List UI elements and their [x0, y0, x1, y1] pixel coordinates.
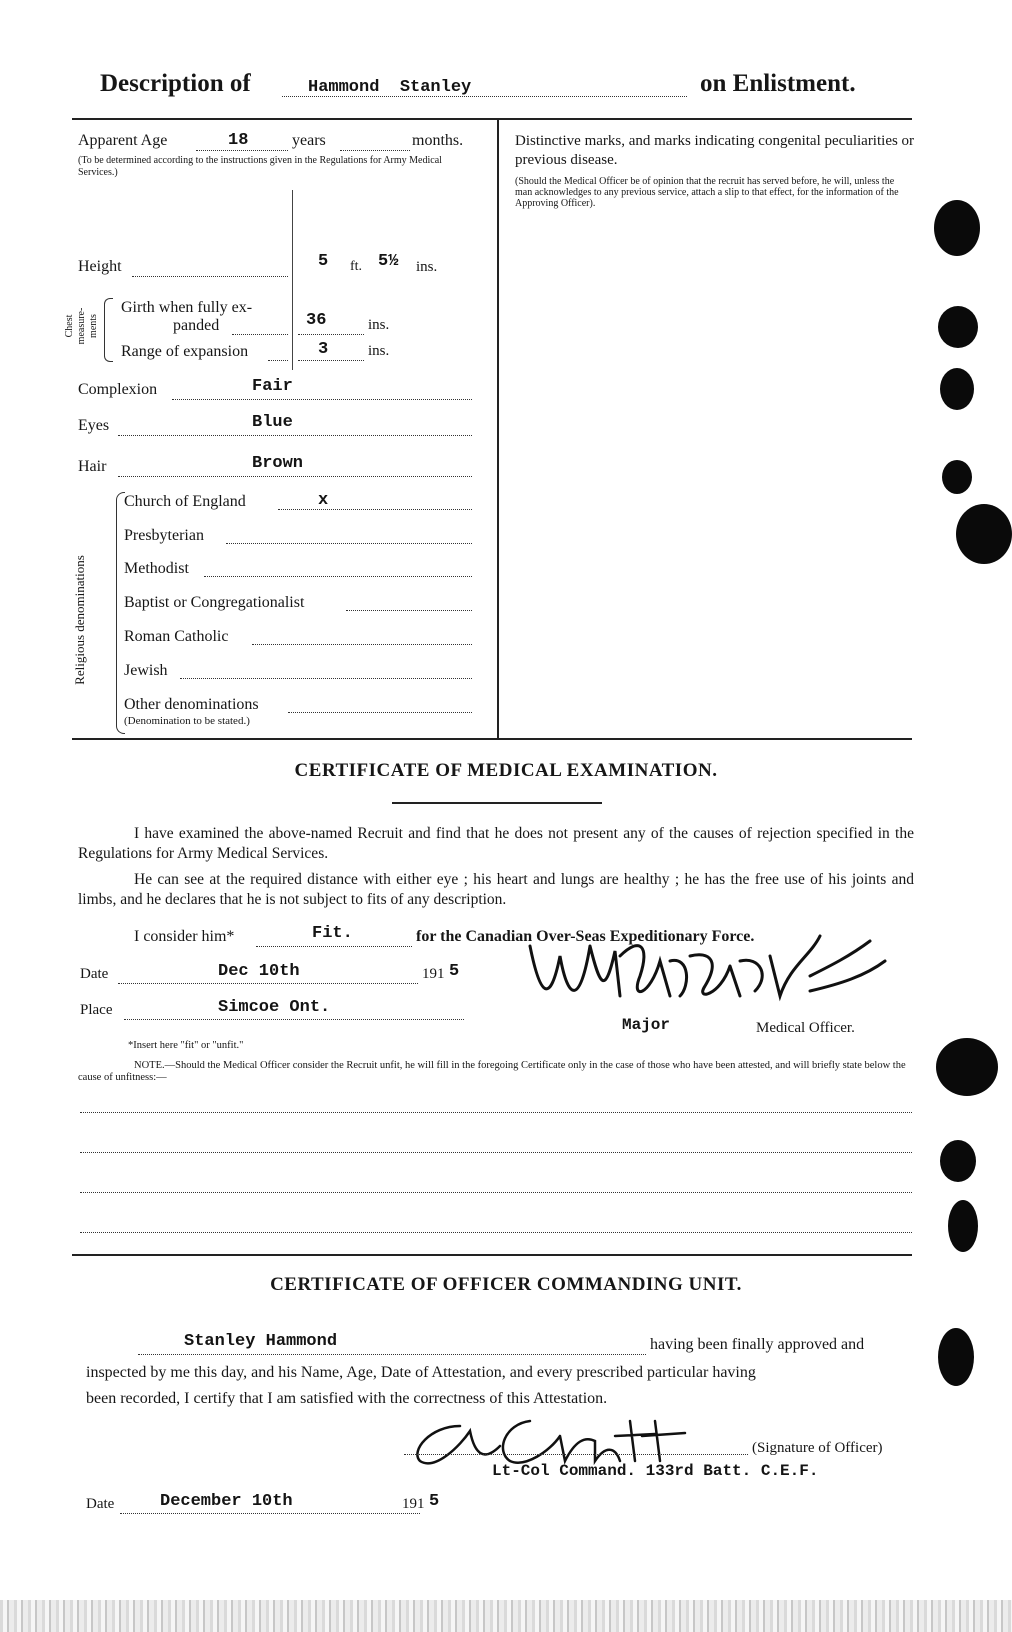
age-years-value: 18 — [228, 131, 249, 150]
religion-mark: x — [318, 491, 329, 510]
fit-line — [256, 946, 412, 947]
header-prefix: Description of — [100, 70, 251, 97]
expansion-value-line — [298, 360, 364, 361]
medical-place-label: Place — [80, 1002, 113, 1018]
religion-label: Jewish — [124, 662, 168, 679]
consider-suffix: for the Canadian Over-Seas Expeditionary Force. — [416, 928, 755, 945]
description-fields — [0, 0, 500, 740]
height-inches-value: 5½ — [378, 252, 399, 271]
medical-year-prefix: 191 — [422, 966, 445, 982]
religion-row — [124, 662, 474, 682]
expansion-label: Range of expansion — [121, 343, 249, 360]
signature-of-officer-label: (Signature of Officer) — [752, 1440, 883, 1456]
girth-value-line — [298, 334, 364, 335]
recruit-name: Hammond Stanley — [308, 78, 472, 97]
religion-row — [124, 560, 474, 580]
complexion-label: Complexion — [78, 381, 158, 398]
unfitness-line — [80, 1232, 912, 1233]
religion-row — [124, 628, 474, 648]
medical-date-line — [118, 983, 418, 984]
commanding-sig-line — [404, 1454, 748, 1455]
commanding-title: CERTIFICATE OF OFFICER COMMANDING UNIT. — [270, 1274, 742, 1295]
height-line — [132, 276, 288, 277]
complexion-line — [172, 399, 472, 400]
unfitness-line — [80, 1152, 912, 1153]
ins-word-expansion: ins. — [368, 343, 390, 359]
expansion-line — [268, 360, 288, 361]
unfitness-line — [80, 1112, 912, 1113]
religion-row — [124, 493, 474, 513]
header-suffix: on Enlistment. — [700, 70, 856, 97]
commanding-certificate — [0, 1256, 1012, 1536]
eyes-value: Blue — [252, 413, 293, 432]
consider-prefix: I consider him* — [134, 928, 235, 945]
distinctive-marks-panel — [515, 132, 915, 209]
binding-hole — [956, 504, 1012, 564]
chest-brace — [104, 298, 113, 362]
months-line — [340, 150, 410, 151]
medical-place-value: Simcoe Ont. — [218, 998, 331, 1017]
commanding-year-digit: 5 — [429, 1492, 440, 1511]
hair-label: Hair — [78, 458, 107, 475]
height-label: Height — [78, 258, 122, 275]
religion-group-text: Religious denominations — [72, 555, 87, 685]
religion-row — [124, 527, 474, 547]
medical-officer-label: Medical Officer. — [756, 1020, 855, 1036]
medical-date-label: Date — [80, 966, 109, 982]
religion-line — [346, 610, 472, 611]
medical-officer-signature — [520, 916, 900, 1026]
commanding-line-1: having been finally approved and — [650, 1336, 865, 1353]
ft-word: ft. — [350, 259, 363, 274]
commanding-line-2: inspected by me this day, and his Name, Age, Date of Attestation, and every prescribed particular having — [86, 1364, 756, 1381]
commanding-name-value: Stanley Hammond — [184, 1332, 338, 1351]
eyes-label: Eyes — [78, 417, 110, 434]
ins-word-height: ins. — [416, 259, 438, 275]
commanding-date-label: Date — [86, 1496, 115, 1512]
age-label: Apparent Age — [78, 132, 168, 149]
medical-note: NOTE.—Should the Medical Officer consider the Recruit unfit, he will fill in the foregoing Certificate only in the case of those who have been attested, and will briefly state below the cause of unfitness:— — [78, 1060, 906, 1083]
medical-title-rule — [392, 802, 602, 804]
hair-value: Brown — [252, 454, 304, 473]
religion-label: Presbyterian — [124, 527, 204, 544]
value-column-rule — [292, 190, 293, 370]
medical-year-digit: 5 — [449, 962, 460, 981]
girth-line — [232, 334, 288, 335]
girth-label-2: panded — [173, 317, 220, 334]
commanding-line-3: been recorded, I certify that I am satisfied with the correctness of this Attestation. — [86, 1390, 608, 1407]
binding-hole — [934, 200, 980, 256]
commanding-date-line — [120, 1513, 420, 1514]
girth-label-1: Girth when fully ex- — [121, 299, 253, 316]
age-note: (To be determined according to the instructions given in the Regulations for Army Medical Services.) — [78, 155, 442, 178]
other-denomination-note: (Denomination to be stated.) — [124, 715, 250, 727]
marks-heading: Distinctive marks, and marks indicating congenital peculiarities or previous disease. — [515, 133, 915, 168]
commanding-date-value: December 10th — [160, 1492, 293, 1511]
religion-line — [252, 644, 472, 645]
unfitness-line — [80, 1192, 912, 1193]
commanding-officer-title: Lt-Col Command. 133rd Batt. C.E.F. — [492, 1462, 819, 1480]
religion-label: Baptist or Congregationalist — [124, 594, 305, 611]
religion-line — [278, 509, 472, 510]
religion-line — [288, 712, 472, 713]
medical-officer-rank: Major — [622, 1016, 671, 1034]
medical-place-line — [124, 1019, 464, 1020]
medical-para-2: He can see at the required distance with either eye ; his heart and lungs are healthy ; he has the free use of his joints and limbs, and he declares that he is not subject to fits of any description. — [78, 871, 914, 908]
religion-group-label — [72, 540, 88, 700]
binding-hole — [936, 1038, 998, 1096]
binding-hole — [948, 1200, 978, 1252]
religion-row — [124, 594, 474, 614]
height-feet-value: 5 — [318, 252, 329, 271]
medical-title: CERTIFICATE OF MEDICAL EXAMINATION. — [294, 760, 718, 781]
fit-value: Fit. — [312, 924, 353, 943]
binding-hole — [942, 460, 972, 494]
commanding-year-prefix: 191 — [402, 1496, 425, 1512]
binding-hole — [940, 1140, 976, 1182]
binding-hole — [940, 368, 974, 410]
religion-line — [180, 678, 472, 679]
eyes-line — [118, 435, 472, 436]
scan-bottom-edge — [0, 1600, 1012, 1632]
ins-word-girth: ins. — [368, 317, 390, 333]
insert-note: *Insert here "fit" or "unfit." — [128, 1040, 244, 1051]
binding-hole — [938, 1328, 974, 1386]
girth-value: 36 — [306, 311, 327, 330]
medical-date-value: Dec 10th — [218, 962, 300, 981]
religion-row — [124, 696, 474, 716]
binding-hole — [938, 306, 978, 348]
religion-label: Other denominations — [124, 696, 259, 713]
medical-certificate — [0, 740, 1012, 1260]
medical-para-1: I have examined the above-named Recruit and find that he does not present any of the causes of rejection specified in the Regulations for Army Medical Services. — [78, 825, 914, 862]
marks-note: (Should the Medical Officer be of opinion that the recruit has served before, he will, unless the man acknowledges to any previous service, attach a slip to that effect, for the information of the Approving Officer). — [515, 176, 899, 209]
religion-line — [204, 576, 472, 577]
hair-line — [118, 476, 472, 477]
months-word: months. — [412, 132, 464, 149]
religion-label: Methodist — [124, 560, 189, 577]
religion-label: Roman Catholic — [124, 628, 229, 645]
expansion-value: 3 — [318, 340, 329, 359]
complexion-value: Fair — [252, 377, 293, 396]
religion-line — [226, 543, 472, 544]
religion-label: Church of England — [124, 493, 246, 510]
years-word: years — [292, 132, 326, 149]
chest-label: Chest measure-ments — [64, 307, 99, 345]
commanding-name-line — [138, 1354, 646, 1355]
age-line — [196, 150, 288, 151]
